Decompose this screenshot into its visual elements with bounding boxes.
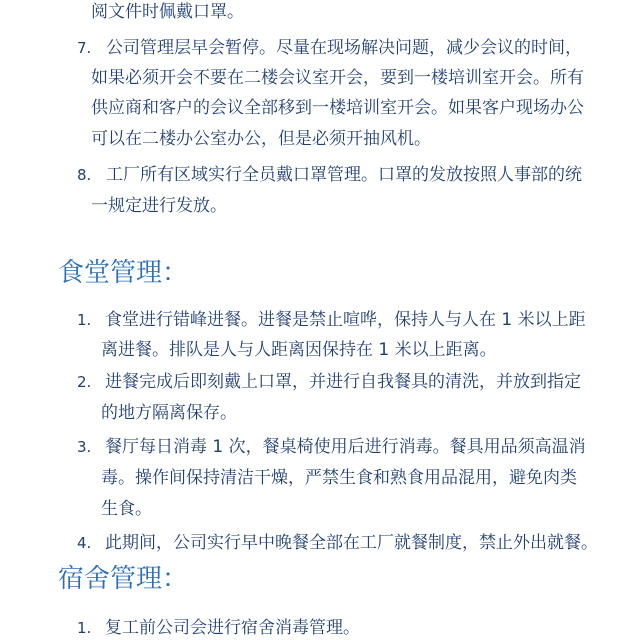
list-item-text: 一规定进行发放。 bbox=[91, 196, 227, 216]
list-item-text: 公司管理层早会暂停。尽量在现场解决问题，减少会议的时间， bbox=[106, 38, 582, 58]
list-item-text: 如果必须开会不要在二楼会议室开会，要到一楼培训室开会。所有 bbox=[91, 68, 584, 88]
list-item-text: 生食。 bbox=[101, 499, 152, 519]
list-item-text: 餐厅每日消毒 1 次，餐桌椅使用后进行消毒。餐具用品须高温消 bbox=[105, 437, 586, 457]
list-item-text: 可以在二楼办公室办公，但是必须开抽风机。 bbox=[91, 129, 431, 149]
list-item-number: 4. bbox=[77, 534, 92, 552]
list-item-number: 1. bbox=[77, 311, 92, 329]
section-heading-dormitory: 宿舍管理： bbox=[58, 564, 189, 594]
list-item-number: 7. bbox=[77, 39, 92, 57]
list-item-text: 工厂所有区域实行全员戴口罩管理。口罩的发放按照人事部的统 bbox=[106, 165, 582, 185]
list-item-number: 1. bbox=[77, 619, 92, 637]
list-item-text: 毒。操作间保持清洁干燥，严禁生食和熟食用品混用，避免肉类 bbox=[101, 468, 577, 488]
list-item-text: 离进餐。排队是人与人距离因保持在 1 米以上距离。 bbox=[101, 340, 497, 360]
list-item-number: 8. bbox=[77, 166, 92, 184]
list-item-text: 阅文件时佩戴口罩。 bbox=[91, 2, 244, 22]
list-item-text: 复工前公司会进行宿舍消毒管理。 bbox=[105, 618, 360, 638]
list-item-number: 3. bbox=[77, 438, 92, 456]
list-item-text: 进餐完成后即刻戴上口罩，并进行自我餐具的清洗，并放到指定 bbox=[105, 372, 581, 392]
list-item-text: 食堂进行错峰进餐。进餐是禁止喧哗，保持人与人在 1 米以上距 bbox=[105, 310, 586, 330]
section-heading-canteen: 食堂管理： bbox=[58, 258, 189, 288]
list-item-text: 供应商和客户的会议全部移到一楼培训室开会。如果客户现场办公 bbox=[91, 98, 584, 118]
list-item-number: 2. bbox=[77, 373, 92, 391]
list-item-text: 的地方隔离保存。 bbox=[101, 403, 237, 423]
list-item-text: 此期间，公司实行早中晚餐全部在工厂就餐制度，禁止外出就餐。 bbox=[105, 533, 598, 553]
